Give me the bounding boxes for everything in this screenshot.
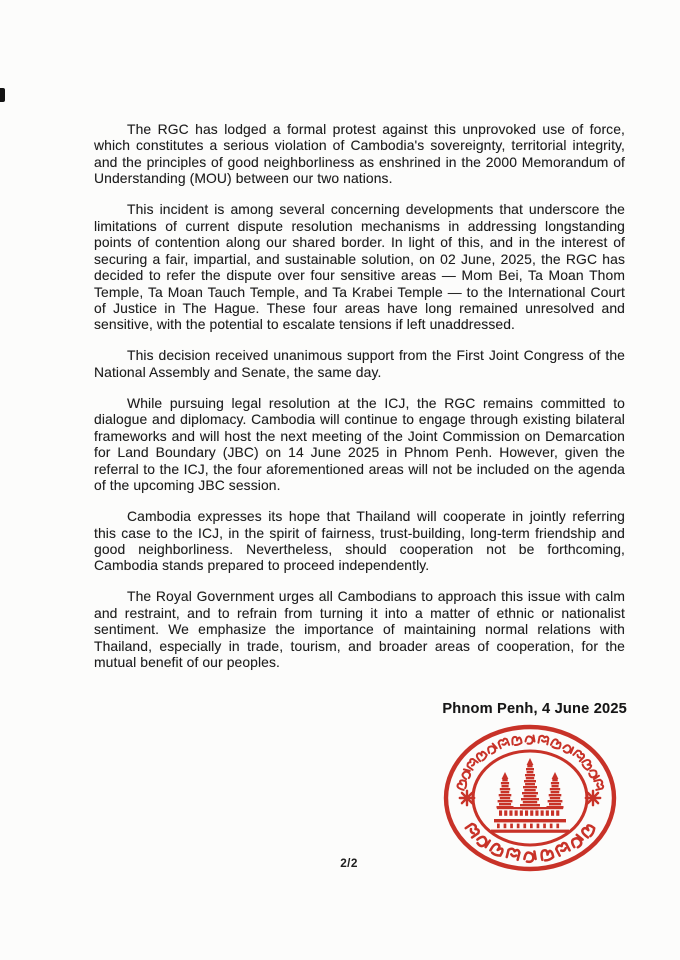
seal-star-right [586, 791, 600, 805]
paragraph-cooperation: Cambodia expresses its hope that Thailand will cooperate in jointly referring this case to the ICJ, in the spirit of fairness, trust-building, long-term friendship and good neighborliness. Nevertheless, should cooperation not be forthcoming, Cambodia stands prepared to proceed independently. [94, 508, 625, 574]
dateline: Phnom Penh, 4 June 2025 [442, 701, 627, 717]
paragraph-congress: This decision received unanimous support from the First Joint Congress of the National Assembly and Senate, the same day. [94, 347, 625, 380]
page-number: 2/2 [340, 856, 358, 870]
paragraph-protest: The RGC has lodged a formal protest against this unprovoked use of force, which constitutes a serious violation of Cambodia's sovereignty, territorial integrity, and the principles of good neighborliness as enshrined in the 2000 Memorandum of Understanding (MOU) between our two nations. [94, 121, 625, 187]
document-body [94, 121, 625, 685]
scan-artifact-mark [0, 88, 5, 102]
paragraph-jbc-meeting: While pursuing legal resolution at the ICJ, the RGC remains committed to dialogue and diplomacy. Cambodia will continue to engage through existing bilateral frameworks and will host the next meeting of the Joint Commission on Demarcation for Land Boundary (JBC) on 14 June 2025 in Phnom Penh. However, given the referral to the ICJ, the four aforementioned areas will not be included on the agenda of the upcoming JBC session. [94, 394, 625, 494]
paragraph-icj-referral: This incident is among several concerning developments that underscore the limitations of current dispute resolution mechanisms in addressing longstanding points of contention along our shared border. In light of this, and in the interest of securing a fair, impartial, and sustainable solution, on 02 June, 2025, the RGC has decided to refer the dispute over four sensitive areas — Mom Bei, Ta Moan Thom Temple, Ta Moan Tauch Temple, and Ta Krabei Temple — to the International Court of Justice in The Hague. These four areas have long remained unresolved and sensitive, with the potential to escalate tensions if left unaddressed. [94, 201, 625, 333]
paragraph-appeal: The Royal Government urges all Cambodians to approach this issue with calm and restraint, and to refrain from turning it into a matter of ethnic or nationalist sentiment. We emphasize the importance of maintaining normal relations with Thailand, especially in trade, tourism, and broader areas of cooperation, for the mutual benefit of our peoples. [94, 588, 625, 671]
seal-emblem [491, 758, 569, 833]
royal-government-seal [442, 723, 618, 873]
seal-graphic [442, 723, 618, 873]
seal-star-left [460, 791, 474, 805]
